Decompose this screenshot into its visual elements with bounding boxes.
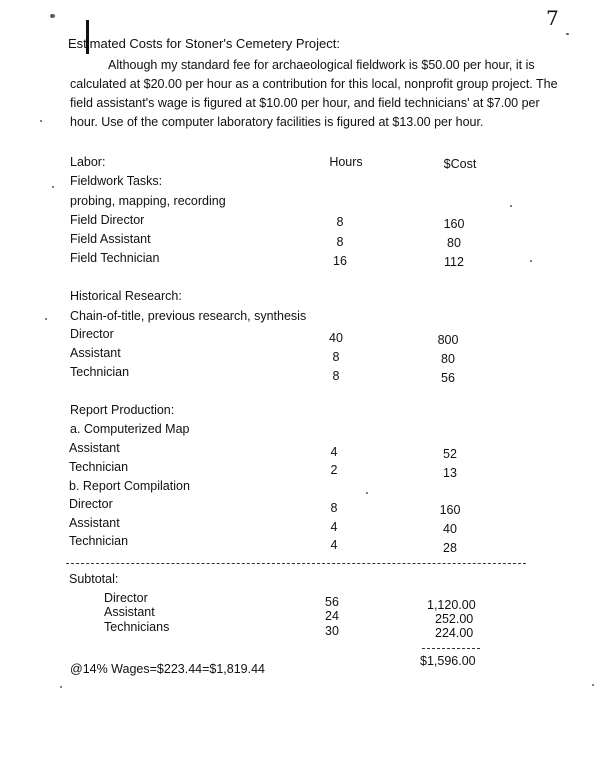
subtotal-label: Technicians <box>104 620 170 634</box>
row-hours: 16 <box>333 254 347 268</box>
row-hours: 8 <box>336 235 344 249</box>
hours-header: Hours <box>329 155 363 169</box>
row-label: Technician <box>69 460 129 474</box>
historical-subheading: Chain-of-title, previous research, synthesis <box>70 309 307 323</box>
labor-heading: Labor: <box>70 155 106 169</box>
intro-text: Although my standard fee for archaeological fieldwork is $50.00 per hour, it is calculated at $20.00 per hour as a contribution for this local, nonprofit group project. The field assistant's wage is figured at $10.00 per hour, and field technicians' at $7.00 per hour. Use of the computer laboratory facilities is figured at $13.00 per hour. <box>70 58 558 129</box>
row-cost: 56 <box>441 371 455 385</box>
row-cost: 800 <box>437 333 459 347</box>
total-divider <box>422 648 480 649</box>
scan-speck <box>366 492 368 494</box>
row-label: Field Assistant <box>70 232 151 246</box>
row-hours: 4 <box>330 520 338 534</box>
row-hours: 40 <box>329 331 343 345</box>
row-label: Technician <box>70 365 130 379</box>
report-sub-b: b. Report Compilation <box>69 479 190 493</box>
page-number: 7 <box>546 6 559 30</box>
row-cost: 160 <box>439 503 461 517</box>
subtotal-heading: Subtotal: <box>69 572 119 586</box>
subtotal-label: Assistant <box>104 605 155 619</box>
row-label: Field Technician <box>70 251 160 265</box>
row-cost: 80 <box>441 352 455 366</box>
fieldwork-heading: Fieldwork Tasks: <box>70 174 163 188</box>
intro-paragraph <box>70 56 570 132</box>
scan-speck <box>52 186 54 188</box>
scan-speck <box>50 14 55 18</box>
row-label: Assistant <box>69 516 120 530</box>
subtotal-hours: 30 <box>325 624 339 638</box>
wages-note: @14% Wages=$223.44=$1,819.44 <box>70 662 266 676</box>
fieldwork-subheading: probing, mapping, recording <box>70 194 226 208</box>
scan-speck <box>566 33 569 35</box>
row-hours: 4 <box>330 445 338 459</box>
subtotal-cost: 1,120.00 <box>427 598 476 612</box>
document-title: Estimated Costs for Stoner's Cemetery Project: <box>68 36 340 51</box>
row-cost: 80 <box>447 236 461 250</box>
historical-heading: Historical Research: <box>70 289 182 303</box>
row-hours: 8 <box>330 501 338 515</box>
row-hours: 8 <box>336 215 344 229</box>
row-label: Assistant <box>70 346 121 360</box>
row-label: Technician <box>69 534 129 548</box>
subtotal-hours: 24 <box>325 609 339 623</box>
cost-header: $Cost <box>443 157 477 171</box>
total-amount: $1,596.00 <box>420 654 476 668</box>
scan-speck <box>60 686 62 688</box>
row-hours: 4 <box>330 538 338 552</box>
subtotal-label: Director <box>104 591 148 605</box>
row-label: Director <box>69 497 113 511</box>
row-cost: 40 <box>443 522 457 536</box>
row-hours: 8 <box>332 350 340 364</box>
subtotal-cost: 224.00 <box>435 626 474 640</box>
row-cost: 13 <box>443 466 457 480</box>
row-cost: 28 <box>443 541 457 555</box>
row-hours: 8 <box>332 369 340 383</box>
subtotal-hours: 56 <box>325 595 339 609</box>
row-label: Field Director <box>70 213 145 227</box>
subtotal-cost: 252.00 <box>435 612 474 626</box>
row-label: Director <box>70 327 114 341</box>
report-sub-a: a. Computerized Map <box>70 422 190 436</box>
row-label: Assistant <box>69 441 120 455</box>
row-cost: 112 <box>444 255 464 269</box>
report-heading: Report Production: <box>70 403 175 417</box>
scan-speck <box>510 205 512 207</box>
row-hours: 2 <box>330 463 338 477</box>
row-cost: 160 <box>443 217 465 231</box>
scan-speck <box>40 120 42 122</box>
scan-speck <box>592 684 594 686</box>
section-divider <box>66 563 526 564</box>
scan-speck <box>530 260 532 262</box>
row-cost: 52 <box>443 447 457 461</box>
scan-speck <box>45 318 47 320</box>
